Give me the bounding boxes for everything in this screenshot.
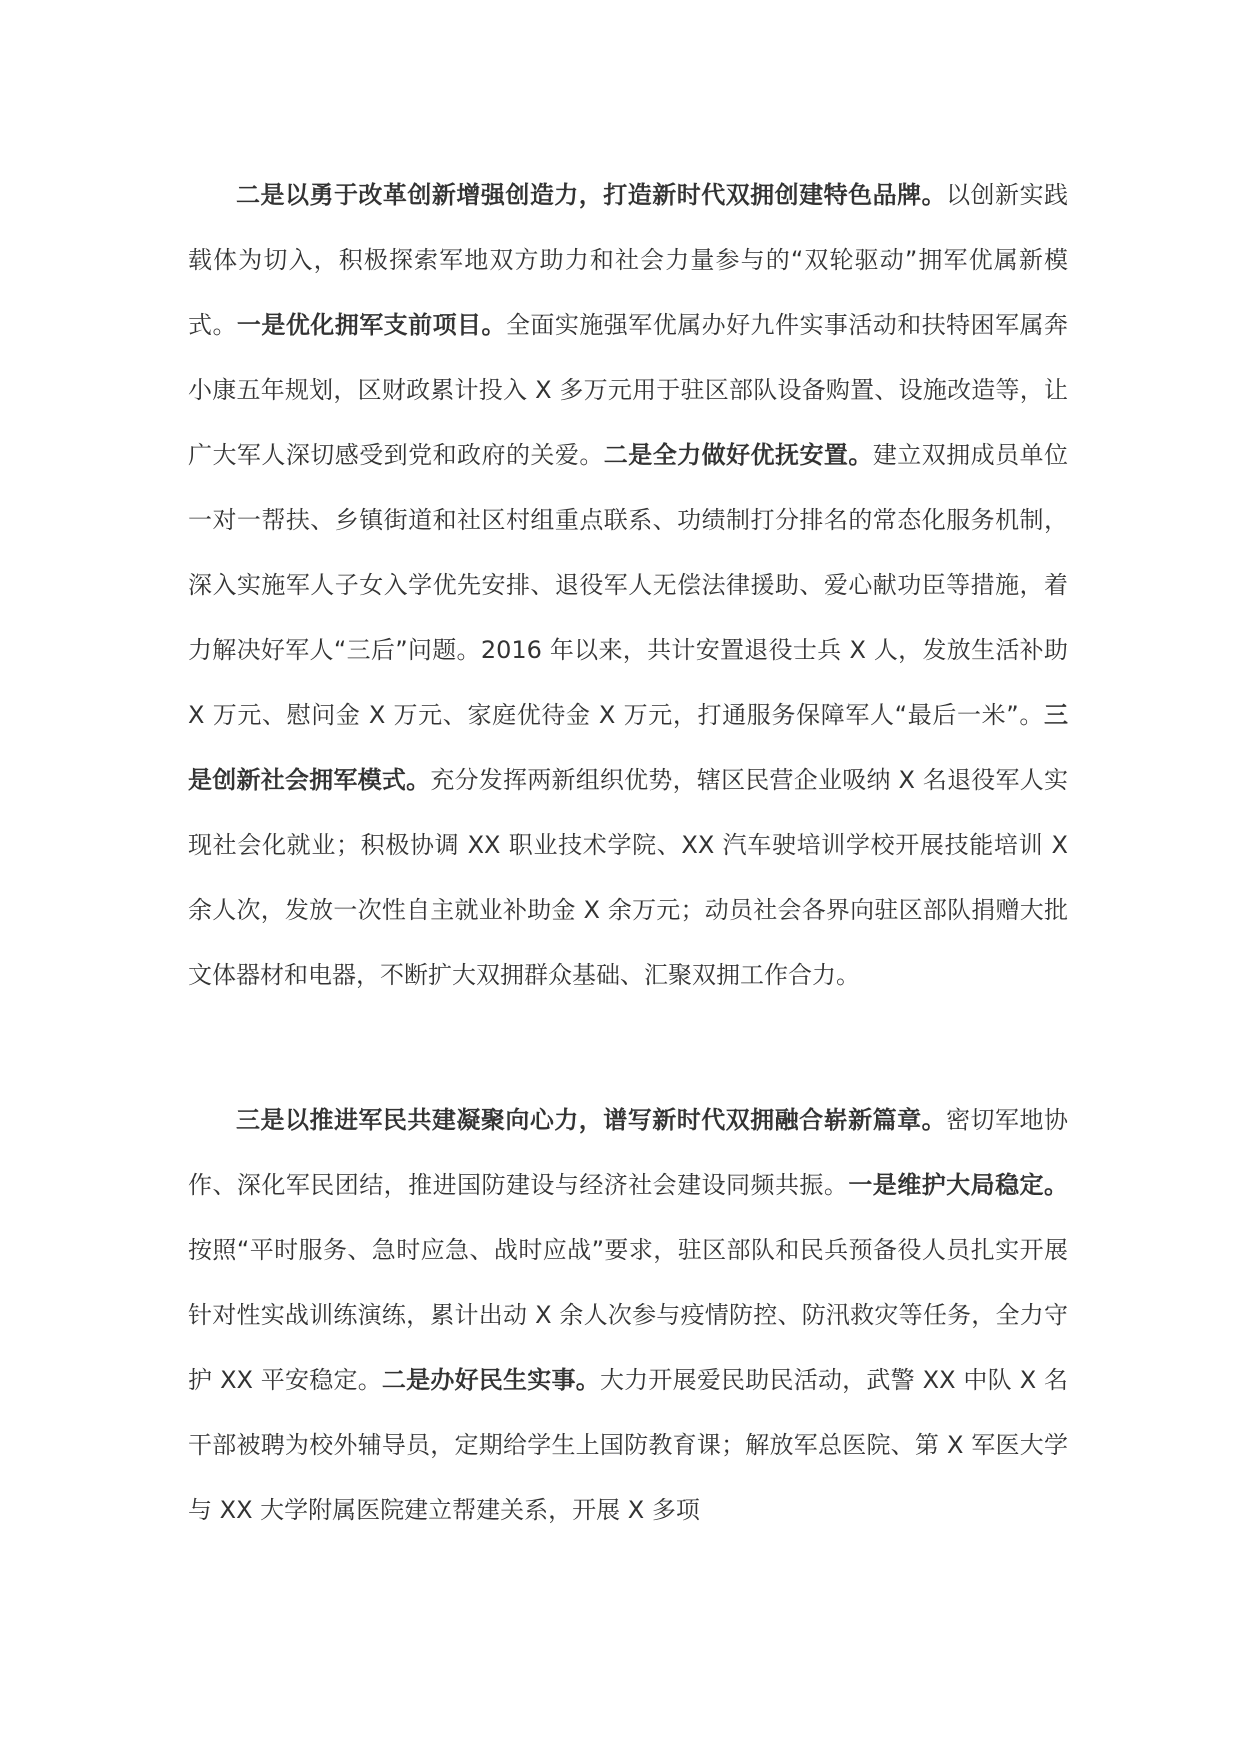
paragraph-2-subheading-2: 二是办好民生实事。 (381, 1366, 600, 1394)
paragraph-1-subheading-3: 三是创新社会拥军模式。 (188, 701, 1068, 794)
paragraph-1-text: 以创新实践载体为切入，积极探索军地双方助力和社会力量参与的“双轮驱动”拥军优属新模式。 (188, 181, 1069, 339)
paragraph-1-text: 充分发挥两新组织优势，辖区民营企业吸纳 X 名退役军人实现社会化就业；积极协调 XX 职业技术学院、XX 汽车驶培训学校开展技能培训 X 余人次，发放一次性自主就业补助金 X 余万元；动员社会各界向驻区部队捐赠大批文体器材和电器，不断扩大双拥群众基础、汇聚双拥工作合力。 (188, 766, 1069, 989)
paragraph-2 (188, 1088, 1068, 1543)
paragraph-2-text: 按照“平时服务、急时应急、战时应战”要求，驻区部队和民兵预备役人员扎实开展针对性实战训练演练，累计出动 X 余人次参与疫情防控、防汛救灾等任务，全力守护 XX 平安稳定。 (188, 1236, 1068, 1394)
paragraph-2-text: 大力开展爱民助民活动，武警 XX 中队 X 名干部被聘为校外辅导员，定期给学生上国防教育课；解放军总医院、第 X 军医大学与 XX 大学附属医院建立帮建关系，开展 X 多项 (188, 1366, 1069, 1524)
paragraph-1-subheading-1: 一是优化拥军支前项目。 (236, 311, 506, 339)
paragraph-2-heading: 三是以推进军民共建凝聚向心力，谱写新时代双拥融合崭新篇章。 (236, 1106, 947, 1134)
paragraph-1-text: 全面实施强军优属办好九件实事活动和扶特困军属奔小康五年规划，区财政累计投入 X 多万元用于驻区部队设备购置、设施改造等，让广大军人深切感受到党和政府的关爱。 (188, 311, 1069, 469)
paragraph-1-text: 建立双拥成员单位一对一帮扶、乡镇街道和社区村组重点联系、功绩制打分排名的常态化服务机制，深入实施军人子女入学优先安排、退役军人无偿法律援助、爱心献功臣等措施，着力解决好军人“三后”问题。2016 年以来，共计安置退役士兵 X 人，发放生活补助 X 万元、慰问金 X 万元、家庭优待金 X 万元，打通服务保障军人“最后一米”。 (188, 441, 1069, 729)
paragraph-2-subheading-1: 一是维护大局稳定。 (848, 1171, 1069, 1199)
paragraph-2-text: 密切军地协作、深化军民团结，推进国防建设与经济社会建设同频共振。 (188, 1106, 1069, 1199)
paragraph-1 (188, 163, 1068, 1008)
paragraph-1-heading: 二是以勇于改革创新增强创造力，打造新时代双拥创建特色品牌。 (236, 181, 947, 209)
paragraph-1-subheading-2: 二是全力做好优抚安置。 (603, 441, 873, 469)
